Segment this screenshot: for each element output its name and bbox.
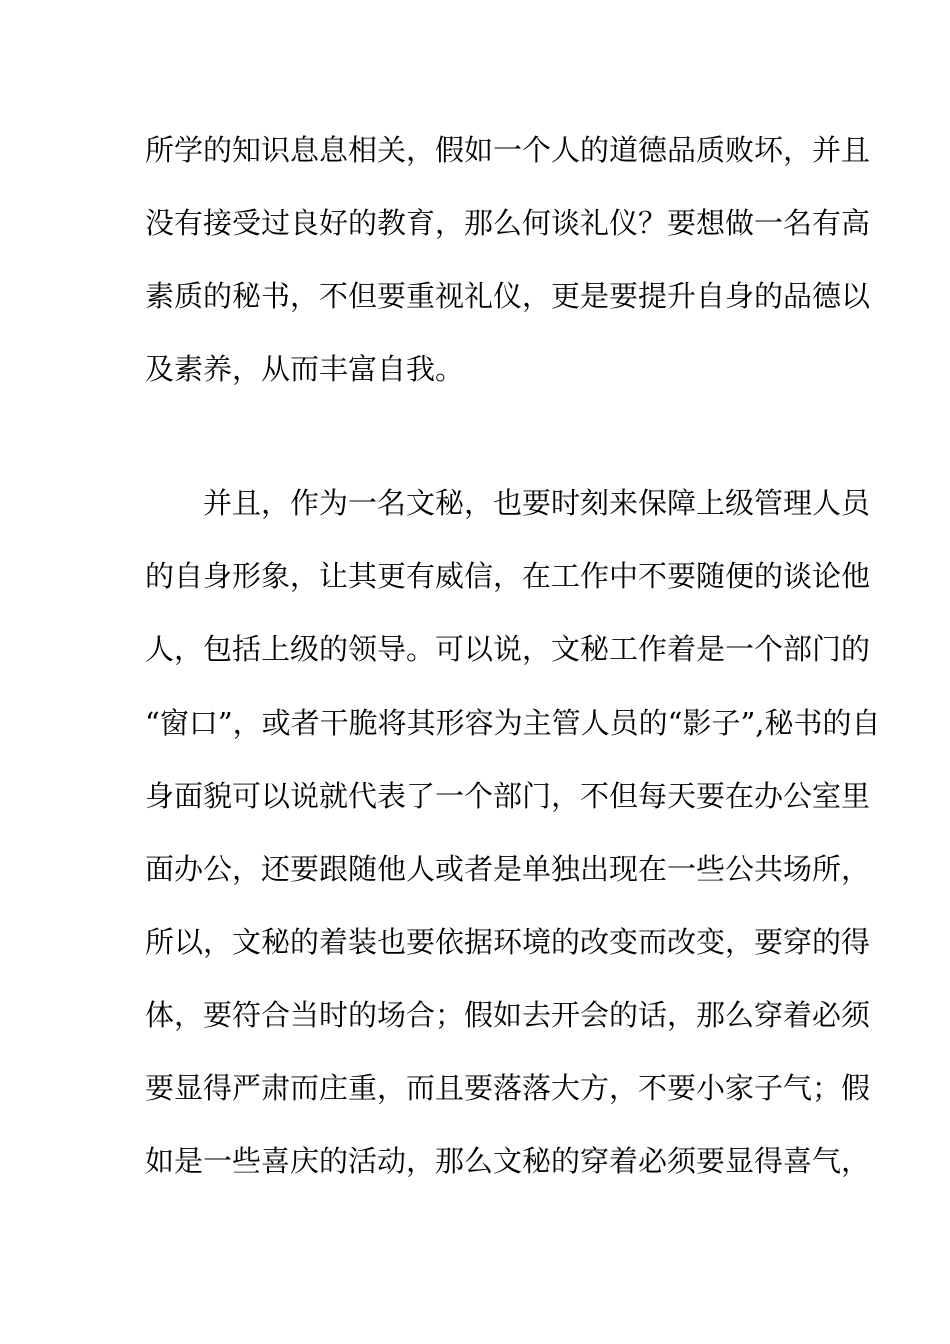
paragraph-2-line-3: 人，包括上级的领导。可以说，文秘工作着是一个部门的: [145, 632, 871, 666]
paragraph-2-line-5: 身面貌可以说就代表了一个部门，不但每天要在办公室里: [145, 779, 871, 813]
paragraph-2-line-10: 如是一些喜庆的活动，那么文秘的穿着必须要显得喜气，: [145, 1144, 871, 1178]
paragraph-1-line-2: 没有接受过良好的教育，那么何谈礼仪？要想做一名有高: [145, 206, 871, 240]
paragraph-1-line-1: 所学的知识息息相关，假如一个人的道德品质败坏，并且: [145, 133, 871, 167]
paragraph-2-line-2: 的自身形象，让其更有威信，在工作中不要随便的谈论他: [145, 559, 871, 593]
paragraph-2-line-6: 面办公，还要跟随他人或者是单独出现在一些公共场所，: [145, 852, 871, 886]
paragraph-1-line-4: 及素养，从而丰富自我。: [145, 352, 465, 386]
paragraph-2-line-7: 所以，文秘的着装也要依据环境的改变而改变，要穿的得: [145, 925, 871, 959]
paragraph-1-line-3: 素质的秘书，不但要重视礼仪，更是要提升自身的品德以: [145, 279, 871, 313]
paragraph-2-line-4: “窗口”，或者干脆将其形容为主管人员的“影子”,秘书的自: [145, 706, 881, 740]
paragraph-2-line-9: 要显得严肃而庄重，而且要落落大方，不要小家子气；假: [145, 1071, 871, 1105]
paragraph-2-line-8: 体，要符合当时的场合；假如去开会的话，那么穿着必须: [145, 998, 871, 1032]
paragraph-2-line-1: 并且，作为一名文秘，也要时刻来保障上级管理人员: [203, 486, 871, 520]
